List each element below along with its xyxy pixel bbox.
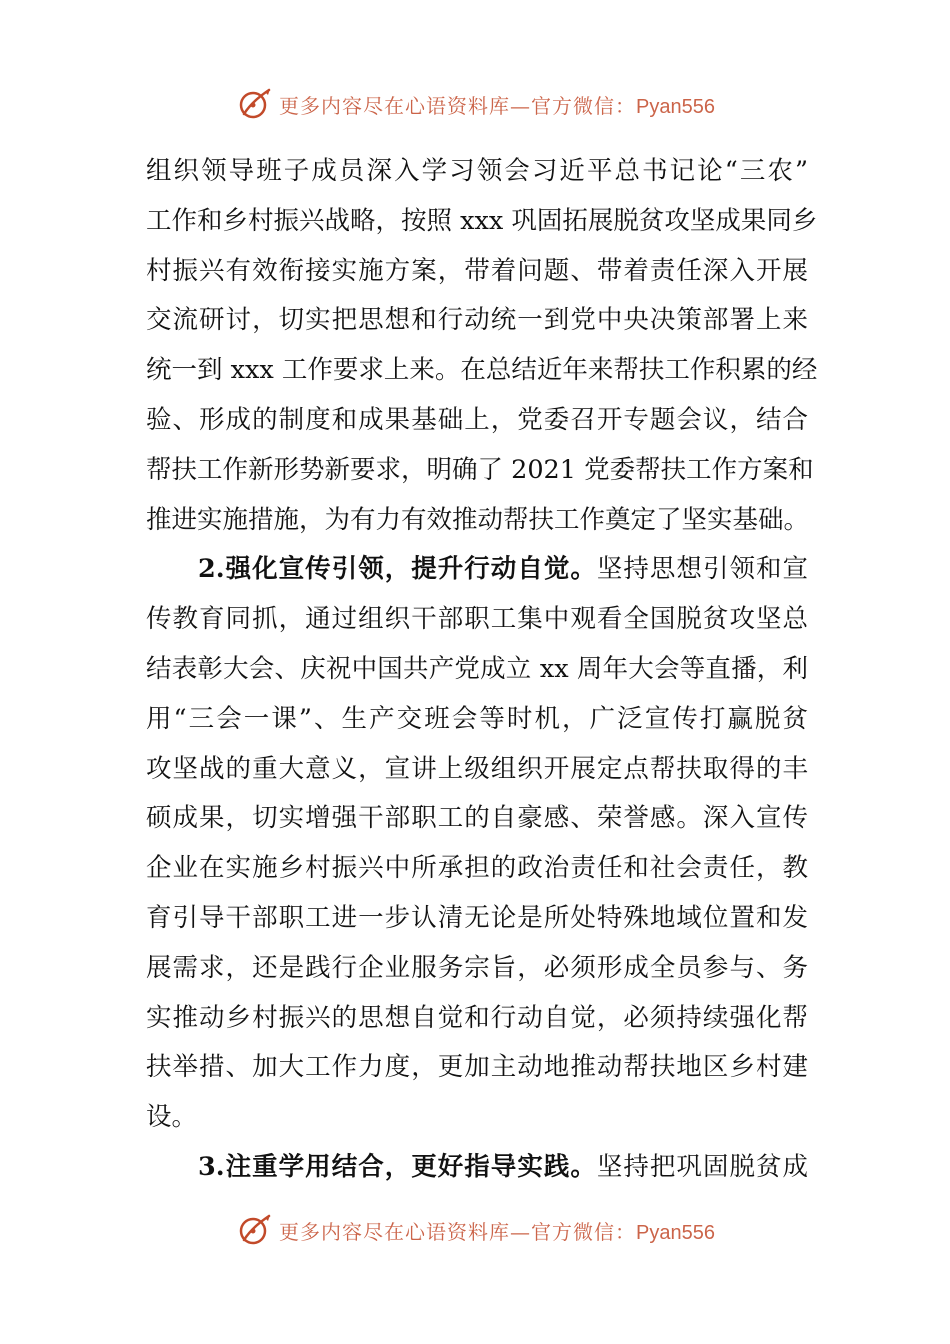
paragraph-2	[146, 545, 808, 1143]
pen-circle-logo-icon	[235, 1210, 275, 1250]
text-line: 实推动乡村振兴的思想自觉和行动自觉，必须持续强化帮	[146, 1002, 808, 1033]
paragraph-1	[146, 147, 818, 545]
header-watermark	[0, 84, 950, 124]
text-line: 传教育同抓，通过组织干部职工集中观看全国脱贫攻坚总	[146, 604, 808, 635]
text-line	[146, 545, 808, 595]
text-line: 企业在实施乡村振兴中所承担的政治责任和社会责任，教	[146, 853, 808, 884]
text-line: 工作和乡村振兴战略，按照 xxx 巩固拓展脱贫攻坚成果同乡	[146, 205, 818, 236]
text-line: 用“三会一课”、生产交班会等时机，广泛宣传打赢脱贫	[146, 703, 808, 734]
text-line: 组织领导班子成员深入学习领会习近平总书记论“三农”	[146, 156, 808, 186]
text-line: 结表彰大会、庆祝中国共产党成立 xx 周年大会等直播，利	[146, 653, 808, 684]
text-line: 推进实施措施，为有力有效推动帮扶工作奠定了坚实基础。	[146, 504, 810, 535]
pen-circle-logo-icon	[235, 84, 275, 124]
watermark-wechat-id: Pyan556	[636, 95, 715, 118]
paragraph-3	[146, 1143, 808, 1193]
watermark-wechat-id: Pyan556	[636, 1221, 715, 1244]
heading-line-rest: 坚持思想引领和宣	[596, 554, 808, 585]
watermark-text: 更多内容尽在心语资料库—官方微信：Pyan556	[279, 93, 715, 118]
text-line: 硕成果，切实增强干部职工的自豪感、荣誉感。深入宣传	[146, 803, 808, 834]
text-line: 育引导干部职工进一步认清无论是所处特殊地域位置和发	[146, 902, 808, 933]
footer-watermark	[0, 1210, 950, 1250]
watermark-text: 更多内容尽在心语资料库—官方微信：Pyan556	[279, 1219, 715, 1244]
section-heading-2: 2.强化宣传引领，提升行动自觉。	[198, 554, 597, 585]
text-line: 统一到 xxx 工作要求上来。在总结近年来帮扶工作积累的经	[146, 355, 818, 386]
text-line: 攻坚战的重大意义，宣讲上级组织开展定点帮扶取得的丰	[146, 753, 808, 784]
text-line: 验、形成的制度和成果基础上，党委召开专题会议，结合	[146, 404, 808, 435]
text-line: 扶举措、加大工作力度，更加主动地推动帮扶地区乡村建	[146, 1052, 808, 1083]
text-line: 设。	[146, 1102, 198, 1133]
text-line: 村振兴有效衔接实施方案，带着问题、带着责任深入开展	[146, 255, 808, 286]
text-line: 帮扶工作新形势新要求，明确了 2021 党委帮扶工作方案和	[146, 454, 814, 485]
text-line: 交流研讨，切实把思想和行动统一到党中央决策部署上来	[146, 305, 808, 336]
heading-line-rest: 坚持把巩固脱贫成	[596, 1151, 808, 1182]
document-body	[146, 147, 818, 1193]
section-heading-3: 3.注重学用结合，更好指导实践。	[198, 1151, 597, 1182]
text-line: 展需求，还是践行企业服务宗旨，必须形成全员参与、务	[146, 952, 808, 983]
text-line	[146, 1143, 808, 1193]
